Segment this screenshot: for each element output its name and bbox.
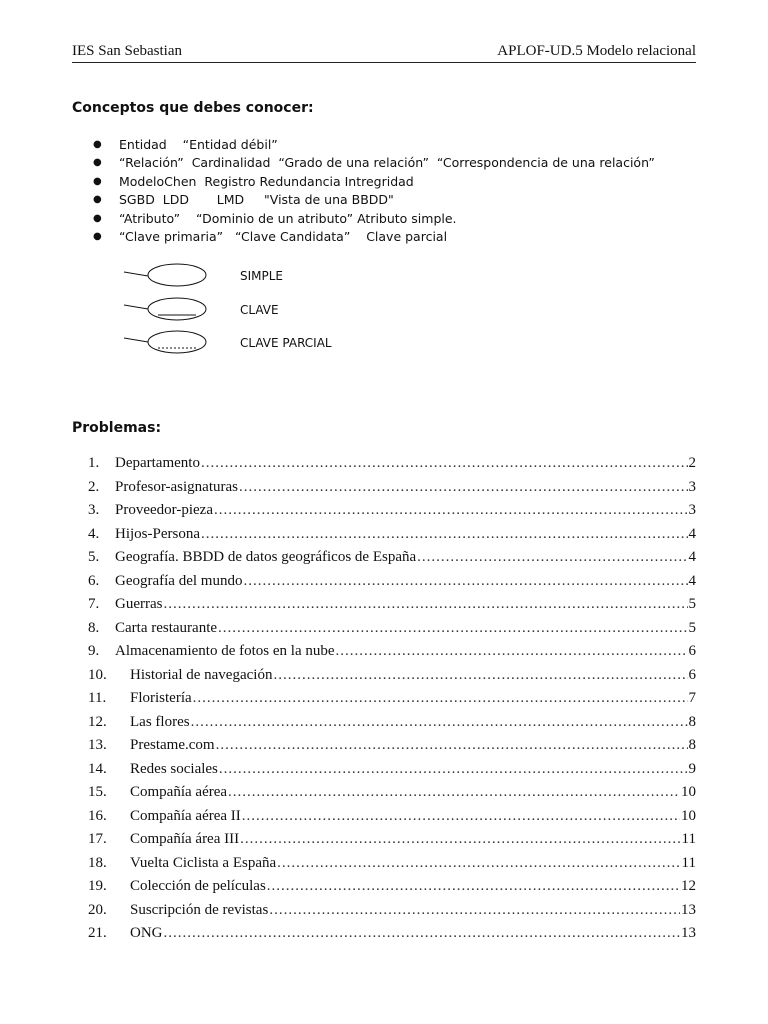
header-unit: APLOF-UD.5 Modelo relacional <box>497 43 696 59</box>
toc-entry-number: 4. <box>88 525 100 542</box>
toc-entry[interactable] <box>88 570 696 594</box>
toc-entry-number: 11. <box>88 690 107 706</box>
bullet-icon: ● <box>93 175 102 187</box>
toc-entry-page: 2 <box>688 455 696 471</box>
toc-entry[interactable] <box>88 852 696 876</box>
list-item: ● “Relación” Cardinalidad “Grado de una relación” “Correspondencia de una relación” <box>93 154 655 172</box>
toc-entry[interactable] <box>88 805 696 829</box>
toc-dot-leader <box>193 687 688 711</box>
toc-entry-page: 4 <box>688 525 696 542</box>
toc-entry[interactable] <box>88 711 696 735</box>
toc-dot-leader <box>201 523 688 547</box>
partial-key-label: CLAVE PARCIAL <box>240 336 332 350</box>
toc-entry[interactable] <box>88 546 696 570</box>
toc-entry-number: 15. <box>88 784 107 800</box>
toc-entry-title: Suscripción de revistas <box>130 901 269 918</box>
toc-entry-number: 16. <box>88 807 107 824</box>
toc-entry-number: 10. <box>88 666 107 683</box>
toc-entry[interactable] <box>88 640 696 664</box>
toc-entry-number: 1. <box>88 455 100 471</box>
toc-dot-leader <box>191 711 688 735</box>
toc-entry-page: 8 <box>688 713 696 730</box>
toc-entry-number: 17. <box>88 831 107 847</box>
toc-entry-page: 11 <box>681 831 696 847</box>
toc-entry-page: 9 <box>688 760 696 777</box>
toc-entry-title: Compañía aérea II <box>130 807 241 824</box>
toc-dot-leader <box>273 664 687 688</box>
header-school: IES San Sebastian <box>72 43 182 59</box>
toc-entry[interactable] <box>88 593 696 617</box>
list-item: ● “Clave primaria” “Clave Candidata” Clave parcial <box>93 228 655 246</box>
toc-entry-page: 3 <box>688 478 696 495</box>
toc-entry[interactable] <box>88 899 696 923</box>
simple-attribute-symbol <box>124 264 206 286</box>
toc-entry-number: 21. <box>88 925 107 941</box>
simple-label: SIMPLE <box>240 269 284 283</box>
toc-entry[interactable] <box>88 781 696 805</box>
toc-entry-page: 8 <box>688 737 696 753</box>
toc-entry-page: 13 <box>681 925 696 941</box>
toc-entry-page: 3 <box>688 502 696 518</box>
list-item: ● “Atributo” “Dominio de un atributo” Atributo simple. <box>93 210 655 228</box>
toc-entry-number: 12. <box>88 713 107 730</box>
toc-entry-number: 9. <box>88 643 100 659</box>
toc-entry[interactable] <box>88 523 696 547</box>
toc-entry[interactable] <box>88 617 696 641</box>
bullet-icon: ● <box>93 194 102 206</box>
partial-key-attribute-symbol <box>124 331 206 353</box>
toc-entry[interactable] <box>88 828 696 852</box>
toc-entry[interactable] <box>88 664 696 688</box>
toc-entry-title: Guerras <box>115 596 163 612</box>
toc-entry[interactable] <box>88 758 696 782</box>
toc-entry-number: 6. <box>88 572 100 589</box>
problems-heading: Problemas: <box>72 420 162 436</box>
toc-entry-number: 8. <box>88 619 100 636</box>
toc-entry-number: 13. <box>88 737 107 753</box>
toc-entry-page: 13 <box>681 901 696 918</box>
toc-dot-leader <box>214 499 688 523</box>
toc-entry-title: Prestame.com <box>130 737 215 753</box>
concepts-list <box>93 136 655 246</box>
toc-dot-leader <box>201 452 688 476</box>
toc-entry-title: Geografía del mundo <box>115 572 243 589</box>
toc-entry-title: Compañía área III <box>130 831 240 847</box>
bullet-icon: ● <box>93 157 102 169</box>
toc-entry[interactable] <box>88 687 696 711</box>
toc-entry-page: 10 <box>681 784 696 800</box>
toc-entry-page: 10 <box>681 807 696 824</box>
toc-entry-title: Proveedor-pieza <box>115 502 213 518</box>
toc-entry-title: Floristería <box>130 690 192 706</box>
toc-entry-title: Compañía aérea <box>130 784 228 800</box>
toc-dot-leader <box>267 875 680 899</box>
list-item: ● ModeloChen Registro Redundancia Intregridad <box>93 173 655 191</box>
toc-entry-title: Las flores <box>130 713 190 730</box>
key-label: CLAVE <box>240 303 279 317</box>
toc-entry-number: 5. <box>88 549 100 565</box>
toc-dot-leader <box>219 758 688 782</box>
key-attribute-symbol <box>124 298 206 320</box>
toc-dot-leader <box>277 852 680 876</box>
toc-entry-number: 2. <box>88 478 100 495</box>
toc-entry-title: Profesor-asignaturas <box>115 478 238 495</box>
toc-dot-leader <box>239 476 688 500</box>
bullet-icon: ● <box>93 230 102 242</box>
problems-table-of-contents <box>88 452 696 946</box>
toc-dot-leader <box>243 570 687 594</box>
toc-entry-number: 3. <box>88 502 100 518</box>
toc-dot-leader <box>218 617 687 641</box>
toc-dot-leader <box>228 781 680 805</box>
toc-entry[interactable] <box>88 875 696 899</box>
toc-entry-number: 18. <box>88 854 107 871</box>
toc-entry[interactable] <box>88 452 696 476</box>
toc-dot-leader <box>417 546 687 570</box>
list-item: ● SGBD LDD LMD "Vista de una BBDD" <box>93 191 655 209</box>
bullet-icon: ● <box>93 212 102 224</box>
toc-entry-page: 4 <box>688 549 696 565</box>
toc-dot-leader <box>216 734 688 758</box>
toc-entry-page: 11 <box>681 854 696 871</box>
toc-entry-page: 12 <box>681 878 696 894</box>
bullet-icon: ● <box>93 139 102 150</box>
toc-entry[interactable] <box>88 922 696 946</box>
toc-entry-page: 4 <box>688 572 696 589</box>
toc-entry-number: 20. <box>88 901 107 918</box>
toc-entry-number: 7. <box>88 596 100 612</box>
toc-entry[interactable] <box>88 734 696 758</box>
toc-entry[interactable] <box>88 476 696 500</box>
toc-dot-leader <box>336 640 688 664</box>
toc-entry-title: Redes sociales <box>130 760 218 777</box>
toc-entry-title: Historial de navegación <box>130 666 273 683</box>
toc-entry-page: 7 <box>688 690 696 706</box>
toc-entry-number: 14. <box>88 760 107 777</box>
list-item: ● Entidad “Entidad débil” <box>93 136 655 154</box>
toc-dot-leader <box>269 899 680 923</box>
toc-entry-title: Departamento <box>115 455 200 471</box>
toc-dot-leader <box>164 922 681 946</box>
toc-entry-title: Almacenamiento de fotos en la nube <box>115 643 335 659</box>
toc-entry-page: 6 <box>688 643 696 659</box>
toc-entry-title: Colección de películas <box>130 878 266 894</box>
toc-dot-leader <box>242 805 680 829</box>
toc-dot-leader <box>240 828 680 852</box>
toc-entry-page: 5 <box>688 619 696 636</box>
toc-entry-title: Geografía. BBDD de datos geográficos de España <box>115 549 417 565</box>
toc-entry-title: Hijos-Persona <box>115 525 200 542</box>
toc-entry-title: ONG <box>130 925 163 941</box>
toc-entry-page: 5 <box>688 596 696 612</box>
toc-entry-number: 19. <box>88 878 107 894</box>
toc-entry-title: Carta restaurante <box>115 619 218 636</box>
toc-dot-leader <box>163 593 687 617</box>
toc-entry-title: Vuelta Ciclista a España <box>130 854 277 871</box>
toc-entry[interactable] <box>88 499 696 523</box>
toc-entry-page: 6 <box>688 666 696 683</box>
attribute-notation-diagram <box>120 258 380 368</box>
concepts-heading: Conceptos que debes conocer: <box>72 100 314 116</box>
page-header <box>72 43 696 63</box>
